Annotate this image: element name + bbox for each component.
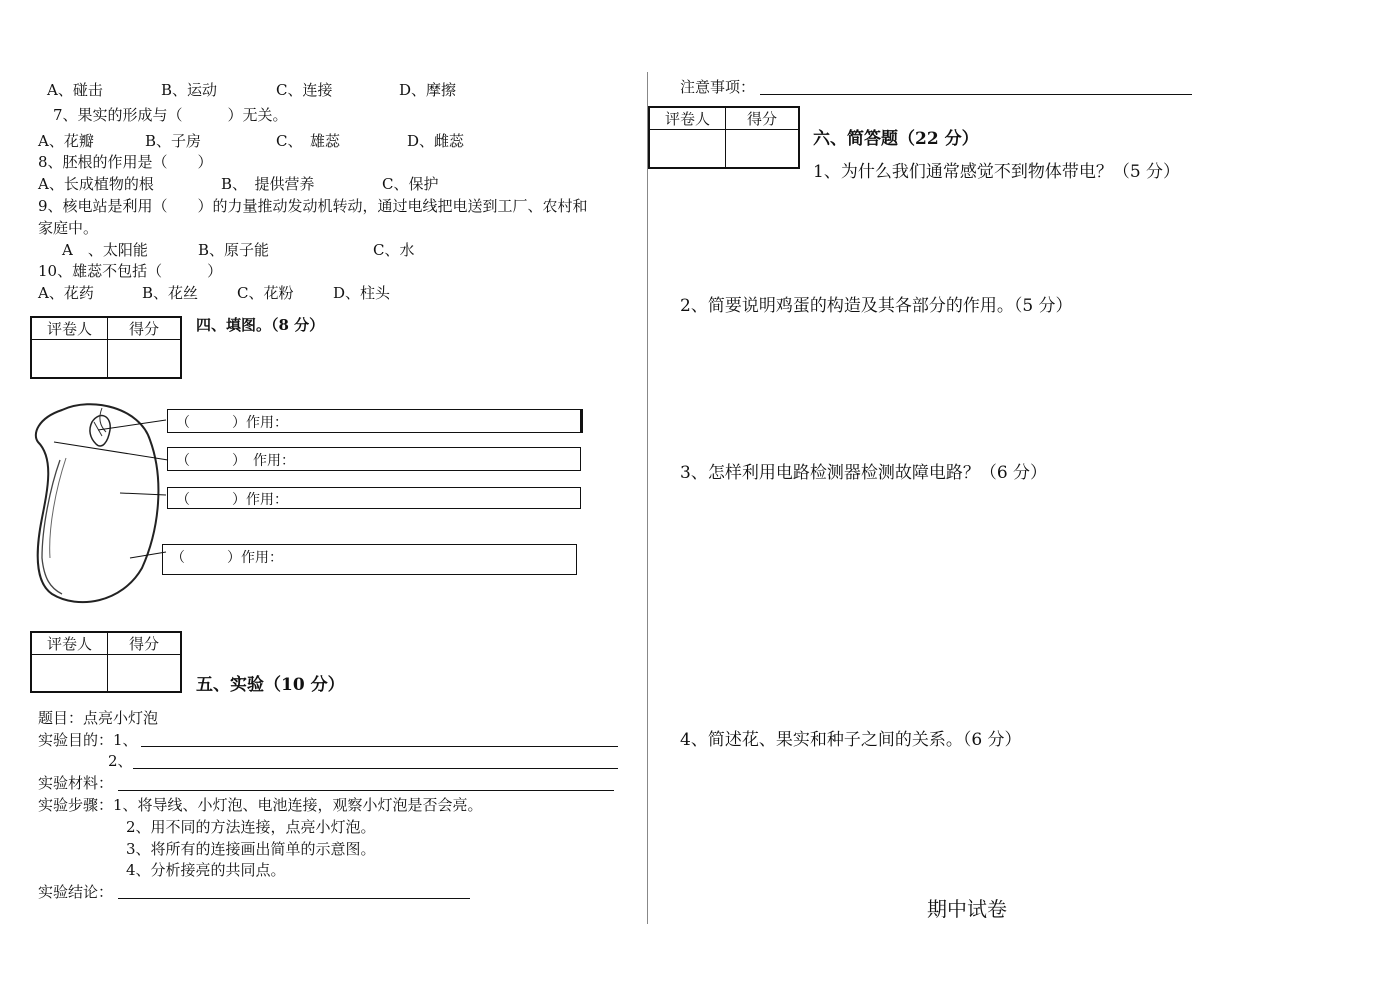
q7-option-a: A、花瓣 [38,132,94,150]
q8-option-a: A、长成植物的根 [38,175,154,193]
section5-title: 五、实验（10 分） [196,675,345,695]
q10-question: 10、雄蕊不包括（ ） [38,262,223,280]
q10-option-a: A、花药 [38,284,94,302]
seed-label-text-1: （ ）作用： [176,415,288,431]
conclusion-blank[interactable] [118,898,470,899]
q6-option-d: D、摩擦 [399,81,457,99]
q8-option-b: B、 提供营养 [221,175,315,193]
q9-option-a: A 、太阳能 [62,241,148,259]
experiment-step-3: 3、将所有的连接画出简单的示意图。 [126,840,376,858]
grader-cell[interactable] [31,655,108,693]
seed-label-box-3[interactable] [167,487,581,509]
q10-option-c: C、花粉 [237,284,294,302]
footer-title: 期中试卷 [927,897,1007,921]
materials-blank[interactable] [118,790,614,791]
seed-label-box-4[interactable] [162,544,577,575]
grade-table-section4 [30,316,182,379]
bean-seed-diagram [30,398,170,610]
q9-option-b: B、原子能 [198,241,270,259]
q7-option-b: B、子房 [145,132,202,150]
score-cell[interactable] [108,340,182,379]
experiment-purpose-label: 实验目的：1、 [38,731,138,749]
page-divider [647,72,648,924]
short-answer-q3: 3、怎样利用电路检测器检测故障电路？（6 分） [680,463,1048,483]
q9-question-line1: 9、核电站是利用（ ）的力量推动发动机转动，通过电线把电送到工厂、农村和 [38,197,588,215]
notice-label: 注意事项： [680,78,756,96]
grade-table-section6 [648,106,800,169]
experiment-materials-label: 实验材料： [38,774,114,792]
section6-title: 六、简答题（22 分） [813,129,979,149]
section4-title: 四、填图。（8 分） [196,316,325,334]
grader-cell[interactable] [649,130,726,169]
seed-label-text-2: （ ） 作用： [176,453,295,469]
grade-table-section5 [30,631,182,693]
q6-option-a: A、碰击 [47,81,103,99]
score-label: 得分 [108,317,182,340]
grader-cell[interactable] [31,340,108,379]
notice-blank[interactable] [760,94,1192,95]
q6-option-c: C、连接 [276,81,333,99]
purpose-2-blank[interactable] [133,768,618,769]
q10-option-d: D、柱头 [333,284,391,302]
purpose-1-blank[interactable] [141,746,618,747]
score-label: 得分 [726,107,800,130]
short-answer-q2: 2、简要说明鸡蛋的构造及其各部分的作用。（5 分） [680,296,1073,316]
grader-label: 评卷人 [649,107,726,130]
seed-label-box-2[interactable] [167,447,581,471]
q8-option-c: C、保护 [382,175,439,193]
experiment-step-1: 实验步骤：1、将导线、小灯泡、电池连接，观察小灯泡是否会亮。 [38,796,483,814]
q7-question: 7、果实的形成与（ ）无关。 [53,106,288,124]
short-answer-q4: 4、简述花、果实和种子之间的关系。（6 分） [680,730,1022,750]
score-label: 得分 [108,632,182,655]
experiment-step-4: 4、分析接亮的共同点。 [126,861,286,879]
seed-label-text-4: （ ）作用： [171,550,283,566]
q10-option-b: B、花丝 [142,284,199,302]
q9-option-c: C、水 [373,241,415,259]
score-cell[interactable] [108,655,182,693]
seed-label-text-3: （ ）作用： [176,492,288,508]
q7-option-c: C、 雄蕊 [276,132,340,150]
experiment-conclusion-label: 实验结论： [38,883,114,901]
short-answer-q1: 1、为什么我们通常感觉不到物体带电？（5 分） [813,162,1181,182]
q6-option-b: B、运动 [161,81,218,99]
q7-option-d: D、雌蕊 [407,132,465,150]
experiment-topic: 题目：点亮小灯泡 [38,709,159,727]
q8-question: 8、胚根的作用是（ ） [38,153,213,171]
score-cell[interactable] [726,130,800,169]
experiment-purpose-2-label: 2、 [108,752,133,770]
q9-question-line2: 家庭中。 [38,219,99,237]
grader-label: 评卷人 [31,317,108,340]
seed-label-box-1[interactable] [167,409,583,433]
experiment-step-2: 2、用不同的方法连接，点亮小灯泡。 [126,818,376,836]
grader-label: 评卷人 [31,632,108,655]
